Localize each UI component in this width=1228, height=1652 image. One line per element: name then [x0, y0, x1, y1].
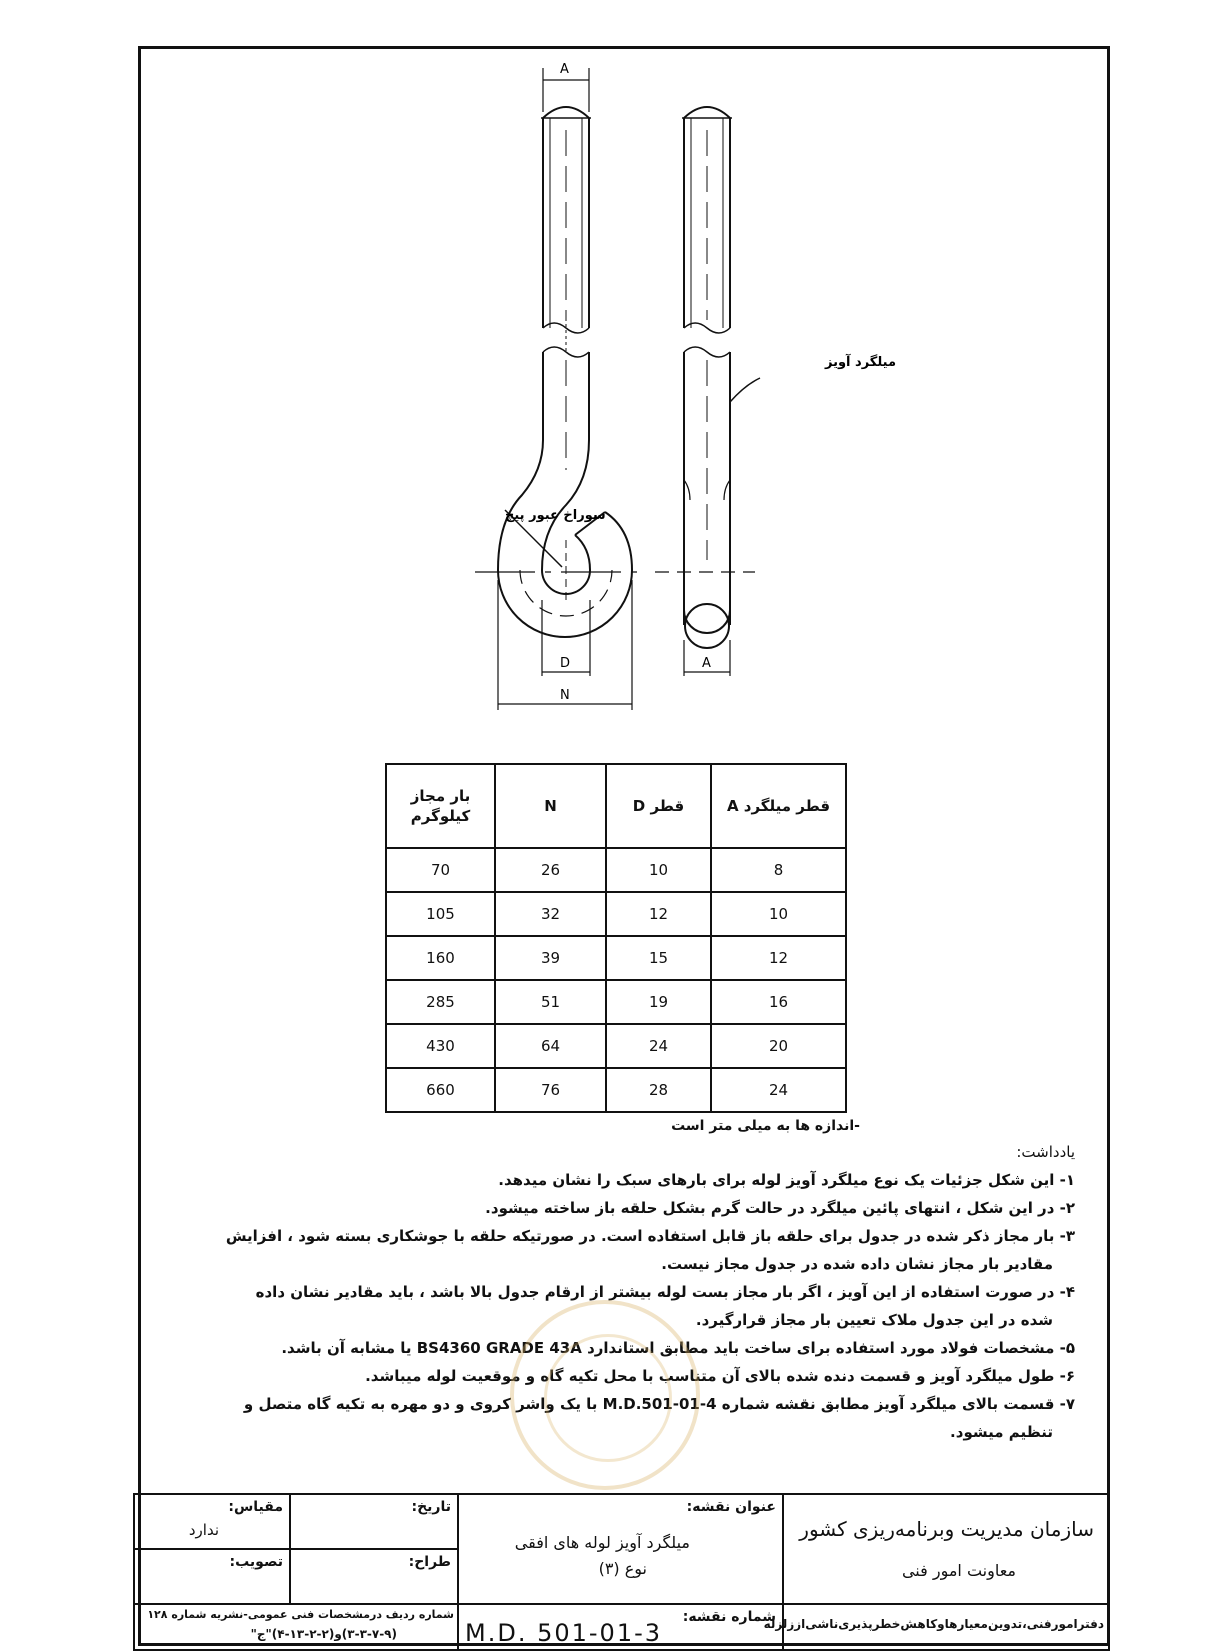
designer-caption: طراح: [408, 1554, 451, 1570]
dim-label-a-top: A [560, 62, 569, 77]
table-header-row [386, 764, 846, 848]
note-item: ۵- مشخصات فولاد مورد استفاده برای ساخت باید مطابق استاندارد BS4360 GRADE 43A یا مشابه آن باشد. [281, 1339, 1075, 1357]
drawing-number: M.D. 501-01-3 [465, 1619, 663, 1647]
cell: 285 [386, 980, 495, 1024]
header-n: N [495, 764, 606, 848]
dim-label-n: N [560, 688, 570, 703]
cell: 430 [386, 1024, 495, 1068]
note-item: ۲- در این شکل ، انتهای پائین میلگرد در حالت گرم بشکل حلقه باز ساخته میشود. [485, 1199, 1075, 1217]
drawing-number-cell [457, 1603, 784, 1651]
table-row [386, 1068, 846, 1112]
office-name: دفترامورفنی،تدوین‌معیارهاوکاهش‌خطرپذیری‌ناشی‌اززلزله [763, 1617, 1104, 1631]
cell: 8 [711, 848, 846, 892]
table-row [386, 936, 846, 980]
cell: 12 [606, 892, 711, 936]
header-d: قطر D [606, 764, 711, 848]
cell: 19 [606, 980, 711, 1024]
cell: 15 [606, 936, 711, 980]
scale-value: ندارد [188, 1521, 219, 1539]
rod-label: میلگرد آویز [825, 355, 897, 370]
note-item: مقادیر بار مجاز نشان داده شده در جدول مجاز نیست. [661, 1255, 1053, 1273]
table-row [386, 980, 846, 1024]
table-row [386, 848, 846, 892]
org-cell [782, 1493, 1110, 1605]
approval-caption: تصویب: [229, 1554, 283, 1570]
scale-cell [133, 1493, 291, 1550]
cell: 51 [495, 980, 606, 1024]
cell: 20 [711, 1024, 846, 1068]
unit-note: -اندازه ها به میلی متر است [671, 1118, 860, 1134]
note-item: ۱- این شکل جزئیات یک نوع میلگرد آویز لوله برای بارهای سبک را نشان میدهد. [498, 1171, 1075, 1189]
table-row [386, 892, 846, 936]
spec-reference-cell [133, 1603, 459, 1651]
cell: 64 [495, 1024, 606, 1068]
hanger-rod-drawing [0, 0, 1228, 760]
note-item: ۴- در صورت استفاده از این آویز ، اگر بار مجاز بست لوله بیشتر از ارقام جدول بالا باشد ، باید مقادیر نشان داده [255, 1283, 1075, 1301]
drawing-title-line2: نوع (۳) [598, 1559, 647, 1578]
cell: 16 [711, 980, 846, 1024]
cell: 12 [711, 936, 846, 980]
cell: 10 [606, 848, 711, 892]
title-block [133, 1493, 1110, 1651]
cell: 24 [606, 1024, 711, 1068]
cell: 160 [386, 936, 495, 980]
drawing-title-cell [457, 1493, 784, 1605]
drawing-title-line1: میلگرد آویز لوله های افقی [514, 1533, 690, 1552]
org-name: سازمان مدیریت وبرنامه‌ریزی کشور [799, 1517, 1094, 1541]
header-allowable-load: بار مجاز کیلوگرم [386, 764, 495, 848]
date-caption: تاریخ: [411, 1499, 451, 1515]
org-sub: معاونت امور فنی [901, 1561, 1016, 1580]
cell: 39 [495, 936, 606, 980]
dim-label-d: D [560, 656, 571, 671]
dimension-table [385, 763, 847, 1113]
notes-title: یادداشت: [1016, 1143, 1075, 1161]
cell: 24 [711, 1068, 846, 1112]
cell: 105 [386, 892, 495, 936]
rod-top-dome [543, 107, 589, 118]
approval-cell [133, 1548, 291, 1605]
dim-label-a-bottom: A [702, 656, 711, 671]
watermark-seal [510, 1300, 700, 1490]
drawing-number-caption: شماره نقشه: [682, 1609, 776, 1625]
spec-reference-line2: (۳-۳-۷-۹)و(۲-۲-۱۳-۴)"ج" [250, 1627, 397, 1641]
cell: 70 [386, 848, 495, 892]
note-item: ۳- بار مجاز ذکر شده در جدول برای حلقه باز قابل استفاده است. در صورتیکه حلقه با جوشکاری بسته شود ، افزایش [225, 1227, 1075, 1245]
scale-caption: مقیاس: [228, 1499, 283, 1515]
cell: 10 [711, 892, 846, 936]
note-item: تنظیم میشود. [950, 1423, 1053, 1441]
spec-reference-line1: شماره ردیف درمشخصات فنی عمومی-نشریه شماره ۱۲۸ [147, 1608, 454, 1621]
designer-cell [289, 1548, 459, 1605]
cell: 28 [606, 1068, 711, 1112]
hole-label: سوراخ عبور پیچ [505, 508, 606, 523]
cell: 32 [495, 892, 606, 936]
header-rod-diameter: قطر میلگرد A [711, 764, 846, 848]
date-cell [289, 1493, 459, 1550]
office-cell [763, 1603, 1110, 1651]
note-item: شده در این جدول ملاک تعیین بار مجاز قرارگیرد. [695, 1311, 1053, 1329]
cell: 76 [495, 1068, 606, 1112]
table-row [386, 1024, 846, 1068]
drawing-title-caption: عنوان نقشه: [686, 1499, 776, 1515]
cell: 660 [386, 1068, 495, 1112]
note-item: ۷- قسمت بالای میلگرد آویز مطابق نقشه شماره M.D.501-01-4 با یک واشر کروی و دو مهره به تکیه گاه متصل و [243, 1395, 1075, 1413]
cell: 26 [495, 848, 606, 892]
note-item: ۶- طول میلگرد آویز و قسمت دنده شده بالای آن متناسب با محل تکیه گاه و موقعیت لوله میباشد. [365, 1367, 1075, 1385]
